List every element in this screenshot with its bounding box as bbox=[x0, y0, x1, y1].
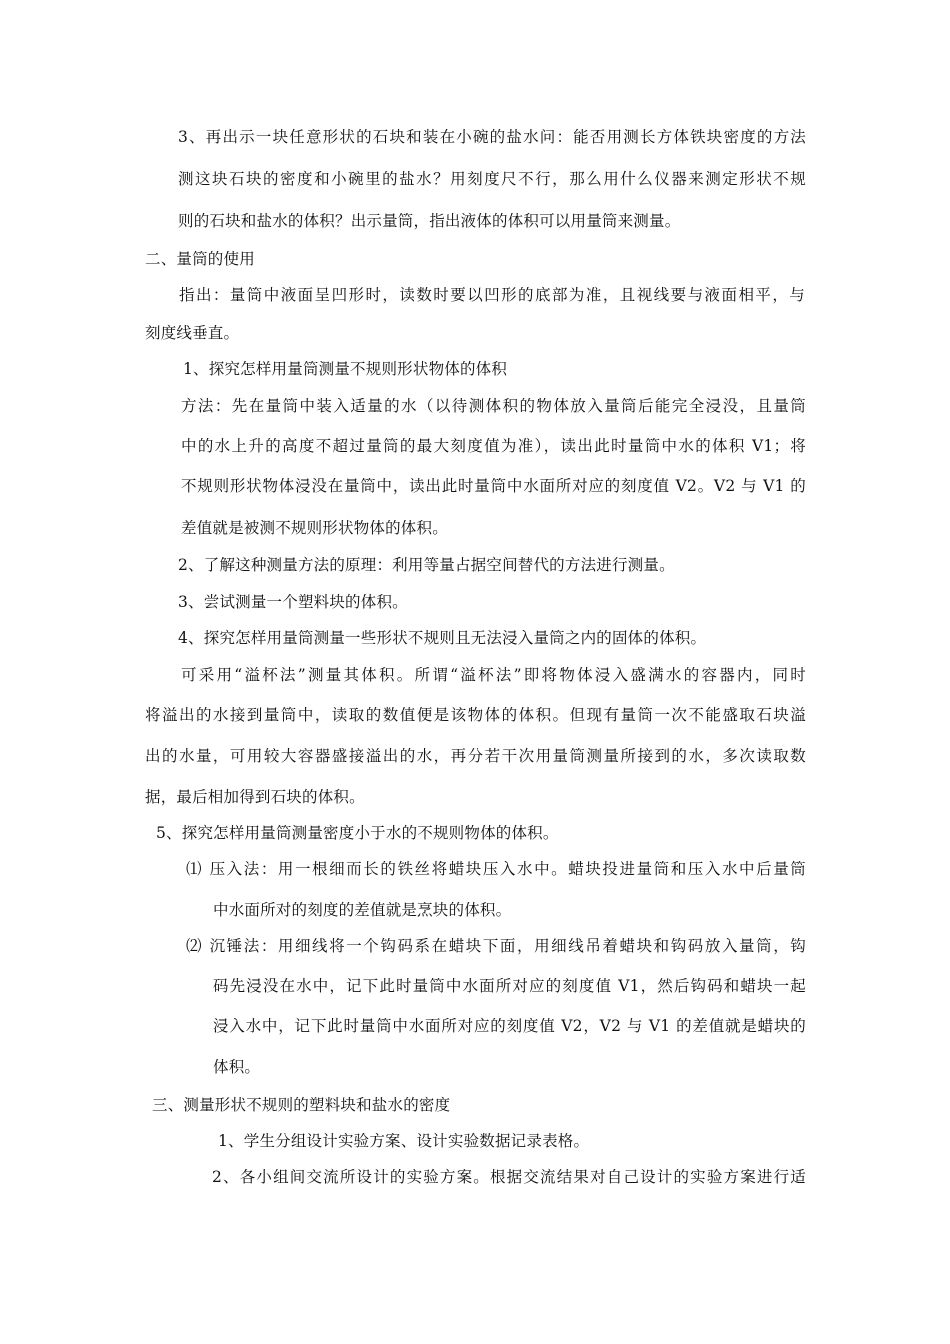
paragraph-line: 指出：量筒中液面呈凹形时，读数时要以凹形的底部为准，且视线要与液面相平，与 bbox=[179, 286, 805, 304]
paragraph-line: ⑴ 压入法：用一根细而长的铁丝将蜡块压入水中。蜡块投进量筒和压入水中后量筒 bbox=[186, 860, 806, 878]
paragraph-line: 不规则形状物体浸没在量筒中，读出此时量筒中水面所对应的刻度值 V2。V2 与 V1 的 bbox=[181, 477, 806, 495]
subheading: 1、探究怎样用量筒测量不规则形状物体的体积 bbox=[183, 360, 508, 378]
paragraph-line: 则的石块和盐水的体积？出示量筒，指出液体的体积可以用量筒来测量。 bbox=[178, 212, 681, 230]
paragraph-line: 可采用“溢杯法”测量其体积。所谓“溢杯法”即将物体浸入盛满水的容器内，同时 bbox=[181, 666, 806, 684]
paragraph-line: 3、尝试测量一个塑料块的体积。 bbox=[178, 593, 408, 611]
paragraph-line: 浸入水中，记下此时量筒中水面所对应的刻度值 V2，V2 与 V1 的差值就是蜡块的 bbox=[213, 1017, 806, 1035]
paragraph-line: 2、了解这种测量方法的原理：利用等量占据空间替代的方法进行测量。 bbox=[178, 556, 675, 574]
paragraph-line: 中的水上升的高度不超过量筒的最大刻度值为准），读出此时量筒中水的体积 V1；将 bbox=[181, 437, 806, 455]
section-heading: 二、量筒的使用 bbox=[145, 250, 255, 268]
paragraph-line: 方法：先在量筒中装入适量的水（以待测体积的物体放入量筒后能完全浸没，且量筒 bbox=[181, 397, 806, 415]
paragraph-line: 差值就是被测不规则形状物体的体积。 bbox=[181, 519, 448, 537]
paragraph-line: 中水面所对的刻度的差值就是烹块的体积。 bbox=[213, 901, 512, 919]
paragraph-line: 体积。 bbox=[213, 1058, 261, 1076]
subheading: 4、探究怎样用量筒测量一些形状不规则且无法浸入量筒之内的固体的体积。 bbox=[178, 629, 707, 647]
subheading: 5、探究怎样用量筒测量密度小于水的不规则物体的体积。 bbox=[156, 824, 559, 842]
paragraph-line: 据，最后相加得到石块的体积。 bbox=[145, 788, 365, 806]
paragraph-line: 3、再出示一块任意形状的石块和装在小碗的盐水问：能否用测长方体铁块密度的方法 bbox=[178, 128, 806, 146]
paragraph-line: ⑵ 沉锤法：用细线将一个钩码系在蜡块下面，用细线吊着蜡块和钩码放入量筒，钩 bbox=[186, 937, 806, 955]
paragraph-line: 将溢出的水接到量筒中，读取的数值便是该物体的体积。但现有量筒一次不能盛取石块溢 bbox=[145, 706, 806, 724]
section-heading: 三、测量形状不规则的塑料块和盐水的密度 bbox=[152, 1096, 451, 1114]
paragraph-line: 码先浸没在水中，记下此时量筒中水面所对应的刻度值 V1，然后钩码和蜡块一起 bbox=[213, 977, 806, 995]
paragraph-line: 1、学生分组设计实验方案、设计实验数据记录表格。 bbox=[218, 1132, 590, 1150]
paragraph-line: 2、各小组间交流所设计的实验方案。根据交流结果对自己设计的实验方案进行适 bbox=[212, 1168, 806, 1186]
paragraph-line: 测这块石块的密度和小碗里的盐水？用刻度尺不行，那么用什么仪器来测定形状不规 bbox=[178, 170, 806, 188]
paragraph-line: 出的水量，可用较大容器盛接溢出的水，再分若干次用量筒测量所接到的水，多次读取数 bbox=[145, 747, 806, 765]
paragraph-line: 刻度线垂直。 bbox=[145, 324, 240, 342]
